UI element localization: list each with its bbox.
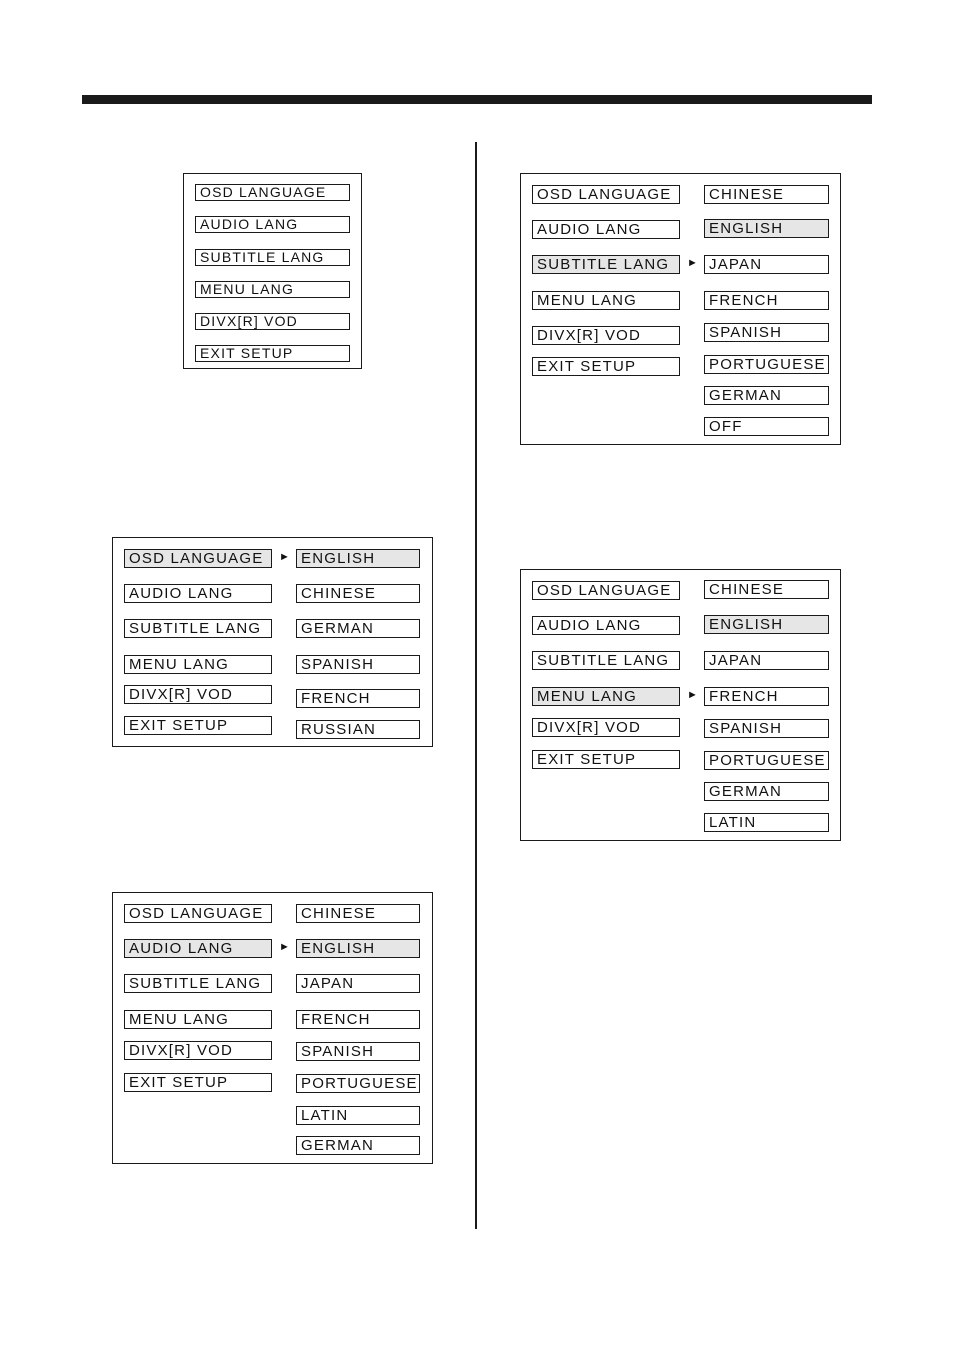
option-japan[interactable]: JAPAN	[704, 255, 829, 274]
option-german[interactable]: GERMAN	[704, 782, 829, 801]
option-japan[interactable]: JAPAN	[704, 651, 829, 670]
menu-item-audio-lang[interactable]: AUDIO LANG	[532, 616, 680, 635]
menu-item-menu-lang[interactable]: MENU LANG	[532, 687, 680, 706]
option-english[interactable]: ENGLISH	[296, 549, 420, 568]
menu-item-exit-setup[interactable]: EXIT SETUP	[532, 357, 680, 376]
menu-item-osd-language[interactable]: OSD LANGUAGE	[124, 549, 272, 568]
menu-item-exit-setup[interactable]: EXIT SETUP	[124, 716, 272, 735]
option-french[interactable]: FRENCH	[296, 689, 420, 708]
option-japan[interactable]: JAPAN	[296, 974, 420, 993]
menu-item-osd-language[interactable]: OSD LANGUAGE	[124, 904, 272, 923]
option-english[interactable]: ENGLISH	[296, 939, 420, 958]
option-chinese[interactable]: CHINESE	[296, 904, 420, 923]
menu-language-panel	[520, 569, 841, 841]
option-latin[interactable]: LATIN	[704, 813, 829, 832]
menu-item-subtitle-lang[interactable]: SUBTITLE LANG	[195, 249, 350, 266]
option-spanish[interactable]: SPANISH	[296, 655, 420, 674]
menu-item-subtitle-lang[interactable]: SUBTITLE LANG	[532, 651, 680, 670]
menu-item-osd-language[interactable]: OSD LANGUAGE	[195, 184, 350, 201]
option-portuguese[interactable]: PORTUGUESE	[704, 751, 829, 770]
menu-item-audio-lang[interactable]: AUDIO LANG	[532, 220, 680, 239]
right-triangle-arrow-icon: ►	[279, 551, 290, 563]
menu-item-audio-lang[interactable]: AUDIO LANG	[124, 584, 272, 603]
option-russian[interactable]: RUSSIAN	[296, 720, 420, 739]
right-triangle-arrow-icon: ►	[279, 941, 290, 953]
setup-menu-panel	[183, 173, 362, 369]
audio-language-panel	[112, 892, 433, 1164]
menu-item-menu-lang[interactable]: MENU LANG	[195, 281, 350, 298]
option-off[interactable]: OFF	[704, 417, 829, 436]
option-portuguese[interactable]: PORTUGUESE	[296, 1074, 420, 1093]
option-english[interactable]: ENGLISH	[704, 615, 829, 634]
menu-item-menu-lang[interactable]: MENU LANG	[532, 291, 680, 310]
option-german[interactable]: GERMAN	[296, 1136, 420, 1155]
option-chinese[interactable]: CHINESE	[704, 185, 829, 204]
option-chinese[interactable]: CHINESE	[296, 584, 420, 603]
menu-item-osd-language[interactable]: OSD LANGUAGE	[532, 185, 680, 204]
right-triangle-arrow-icon: ►	[687, 689, 698, 701]
menu-item-menu-lang[interactable]: MENU LANG	[124, 655, 272, 674]
subtitle-language-panel	[520, 173, 841, 445]
menu-item-divx-vod[interactable]: DIVX[R] VOD	[532, 718, 680, 737]
menu-item-divx-vod[interactable]: DIVX[R] VOD	[195, 313, 350, 330]
option-french[interactable]: FRENCH	[704, 291, 829, 310]
option-spanish[interactable]: SPANISH	[704, 323, 829, 342]
menu-item-menu-lang[interactable]: MENU LANG	[124, 1010, 272, 1029]
osd-language-panel	[112, 537, 433, 747]
menu-item-audio-lang[interactable]: AUDIO LANG	[124, 939, 272, 958]
menu-item-subtitle-lang[interactable]: SUBTITLE LANG	[532, 255, 680, 274]
option-german[interactable]: GERMAN	[704, 386, 829, 405]
option-portuguese[interactable]: PORTUGUESE	[704, 355, 829, 374]
menu-item-osd-language[interactable]: OSD LANGUAGE	[532, 581, 680, 600]
column-divider	[475, 142, 477, 1229]
option-english[interactable]: ENGLISH	[704, 219, 829, 238]
option-spanish[interactable]: SPANISH	[704, 719, 829, 738]
option-german[interactable]: GERMAN	[296, 619, 420, 638]
menu-item-exit-setup[interactable]: EXIT SETUP	[124, 1073, 272, 1092]
menu-item-exit-setup[interactable]: EXIT SETUP	[532, 750, 680, 769]
option-latin[interactable]: LATIN	[296, 1106, 420, 1125]
header-rule	[82, 95, 872, 104]
menu-item-subtitle-lang[interactable]: SUBTITLE LANG	[124, 974, 272, 993]
menu-item-exit-setup[interactable]: EXIT SETUP	[195, 345, 350, 362]
menu-item-divx-vod[interactable]: DIVX[R] VOD	[532, 326, 680, 345]
menu-item-audio-lang[interactable]: AUDIO LANG	[195, 216, 350, 233]
menu-item-subtitle-lang[interactable]: SUBTITLE LANG	[124, 619, 272, 638]
option-french[interactable]: FRENCH	[296, 1010, 420, 1029]
menu-item-divx-vod[interactable]: DIVX[R] VOD	[124, 1041, 272, 1060]
option-french[interactable]: FRENCH	[704, 687, 829, 706]
option-chinese[interactable]: CHINESE	[704, 580, 829, 599]
right-triangle-arrow-icon: ►	[687, 257, 698, 269]
option-spanish[interactable]: SPANISH	[296, 1042, 420, 1061]
menu-item-divx-vod[interactable]: DIVX[R] VOD	[124, 685, 272, 704]
